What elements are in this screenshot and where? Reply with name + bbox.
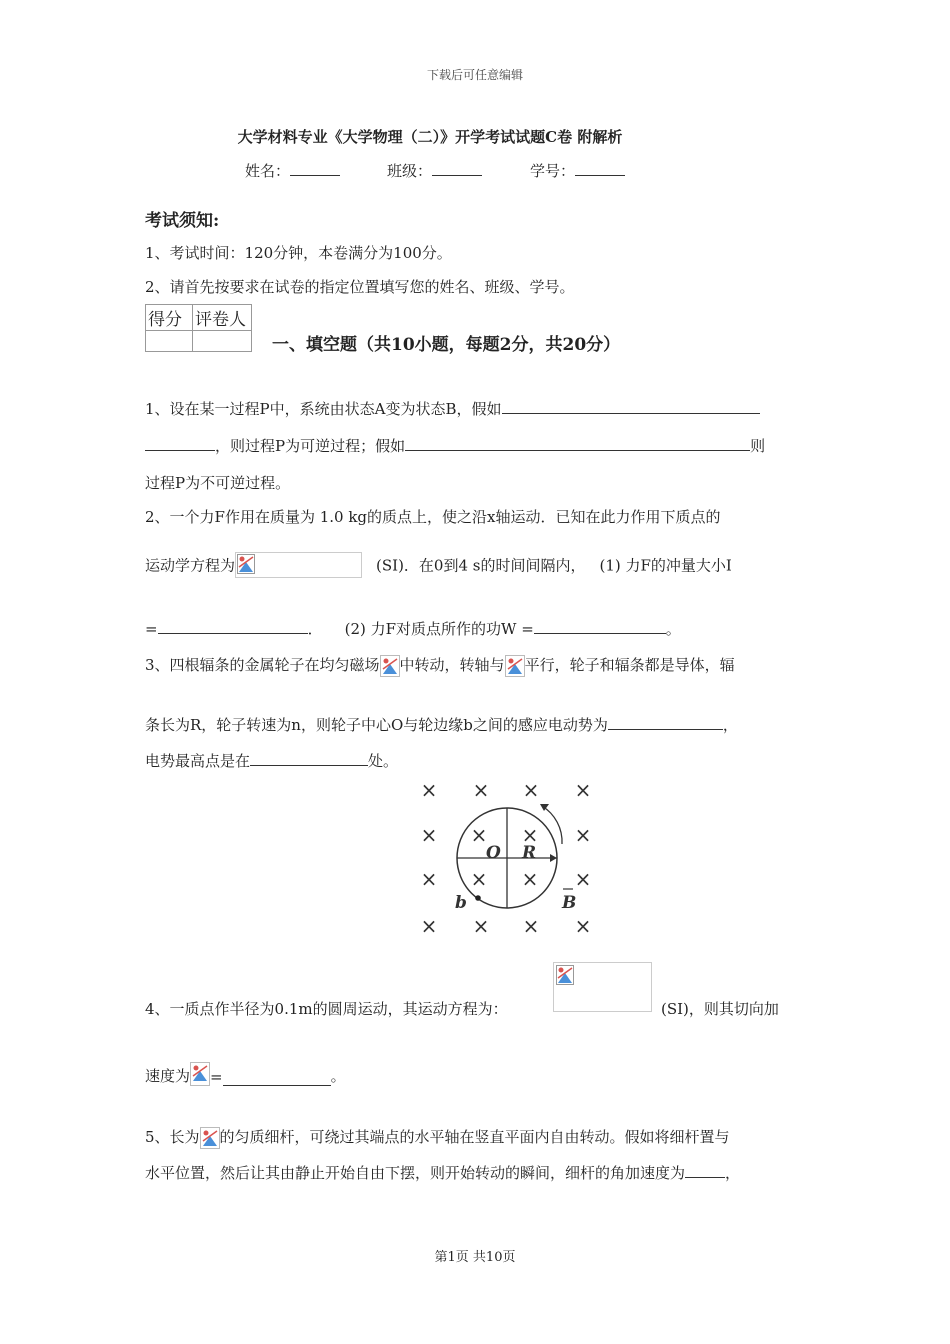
q4-line-2 bbox=[145, 1062, 346, 1086]
broken-image-icon bbox=[380, 655, 400, 677]
q5-blank-angular-acceleration[interactable] bbox=[685, 1163, 725, 1178]
score-cell[interactable] bbox=[146, 331, 193, 352]
label-magnetic-field: B bbox=[562, 893, 577, 913]
q1-text-2-end: 则 bbox=[750, 437, 766, 455]
q2-text-2b: (SI)．在0到4 s的时间间隔内， bbox=[376, 556, 586, 575]
cross-mark: × bbox=[470, 867, 488, 891]
id-label: 学号： bbox=[530, 162, 576, 180]
equation-image bbox=[235, 552, 362, 578]
class-field[interactable] bbox=[387, 160, 482, 181]
q1-line-3: 过程P为不可逆过程。 bbox=[145, 474, 291, 492]
class-blank[interactable] bbox=[432, 161, 482, 176]
q4-blank-acceleration[interactable] bbox=[223, 1071, 331, 1086]
q3-text-2: 条长为R，轮子转速为n，则轮子中心O与轮边缘b之间的感应电动势为 bbox=[145, 716, 608, 734]
q3-line-2 bbox=[145, 714, 738, 735]
page-footer: 第1页 共10页 bbox=[434, 1250, 516, 1265]
q3-text-3b: 处。 bbox=[368, 752, 399, 770]
page-header-note: 下载后可任意编辑 bbox=[426, 68, 523, 82]
q1-blank-2[interactable] bbox=[405, 436, 750, 451]
q5-text-1a: 5、长为 bbox=[145, 1128, 200, 1146]
cross-mark: × bbox=[472, 914, 490, 938]
name-label: 姓名： bbox=[245, 162, 291, 180]
id-field[interactable] bbox=[530, 160, 625, 181]
cross-mark: × bbox=[420, 778, 438, 802]
broken-image-icon bbox=[200, 1127, 220, 1149]
cross-mark: × bbox=[472, 778, 490, 802]
q3-text-2-end: ， bbox=[722, 716, 738, 734]
name-field[interactable] bbox=[245, 160, 340, 181]
id-blank[interactable] bbox=[575, 161, 625, 176]
broken-image-icon bbox=[556, 965, 574, 985]
q1-blank-1[interactable] bbox=[502, 399, 760, 414]
label-r: R bbox=[522, 843, 537, 863]
exam-title: 大学材料专业《大学物理（二）》开学考试试题C卷 附解析 bbox=[237, 128, 623, 146]
cross-mark: × bbox=[522, 914, 540, 938]
q1-blank-1-cont[interactable] bbox=[145, 436, 215, 451]
broken-image-icon bbox=[237, 554, 255, 574]
radius-arrowhead bbox=[550, 854, 557, 862]
q3-line-1 bbox=[145, 654, 735, 677]
q3-text-1a: 3、四根辐条的金属轮子在均匀磁场 bbox=[145, 656, 380, 674]
q1-text-1: 1、设在某一过程P中，系统由状态A变为状态B，假如 bbox=[145, 400, 502, 418]
q4-line-1b: (SI)，则其切向加 bbox=[661, 1000, 779, 1018]
q1-line-2 bbox=[145, 435, 765, 456]
q4-text-2c: 。 bbox=[330, 1067, 346, 1085]
notice-item-1: 1、考试时间：120分钟，本卷满分为100分。 bbox=[145, 244, 452, 262]
q5-text-2: 水平位置，然后让其由静止开始自由下摆，则开始转动的瞬间，细杆的角加速度为 bbox=[145, 1164, 686, 1182]
q3-line-3 bbox=[145, 750, 398, 771]
grader-cell[interactable] bbox=[193, 331, 252, 352]
section-title: 一、填空题（共10小题，每题2分，共20分） bbox=[272, 335, 621, 355]
cross-mark: × bbox=[574, 823, 592, 847]
cross-mark: × bbox=[574, 867, 592, 891]
cross-mark: × bbox=[420, 867, 438, 891]
notice-item-2: 2、请首先按要求在试卷的指定位置填写您的姓名、班级、学号。 bbox=[145, 278, 575, 296]
q3-blank-location[interactable] bbox=[250, 751, 368, 766]
q3-text-1b: 中转动，转轴与 bbox=[399, 656, 505, 674]
q2-blank-impulse[interactable] bbox=[158, 619, 308, 634]
q2-text-3c: (2) 力F对质点所作的功W = bbox=[344, 620, 534, 638]
notice-title: 考试须知: bbox=[145, 211, 220, 231]
wheel-magnetic-field-figure bbox=[410, 776, 610, 941]
cross-mark: × bbox=[574, 778, 592, 802]
equation-image bbox=[553, 962, 652, 1012]
cross-mark: × bbox=[420, 823, 438, 847]
q2-text-3b: ． bbox=[307, 620, 323, 638]
q5-line-2 bbox=[145, 1162, 740, 1183]
score-table bbox=[145, 304, 252, 352]
q5-line-1 bbox=[145, 1126, 730, 1149]
q3-text-3a: 电势最高点是在 bbox=[145, 752, 251, 770]
q3-blank-emf[interactable] bbox=[608, 715, 723, 730]
score-header: 得分 bbox=[146, 305, 193, 331]
grader-header: 评卷人 bbox=[193, 305, 252, 331]
cross-mark: × bbox=[521, 867, 539, 891]
name-blank[interactable] bbox=[290, 161, 340, 176]
q1-text-2: ，则过程P为可逆过程；假如 bbox=[215, 437, 406, 455]
q2-text-3d: 。 bbox=[665, 620, 681, 638]
broken-image-icon bbox=[190, 1062, 210, 1086]
class-label: 班级： bbox=[387, 162, 433, 180]
q2-line-2 bbox=[145, 552, 732, 578]
q2-text-2a: 运动学方程为 bbox=[145, 556, 236, 575]
q5-text-1b: 的匀质细杆，可绕过其端点的水平轴在竖直平面内自由转动。假如将细杆置与 bbox=[219, 1128, 730, 1146]
cross-mark: × bbox=[521, 823, 539, 847]
q2-line-1: 2、一个力F作用在质量为 1.0 kg的质点上，使之沿x轴运动．已知在此力作用下质点的 bbox=[145, 508, 721, 526]
cross-mark: × bbox=[470, 823, 488, 847]
label-o: O bbox=[486, 843, 501, 863]
q2-text-3a: = bbox=[145, 620, 158, 638]
q2-blank-work[interactable] bbox=[534, 619, 666, 634]
cross-mark: × bbox=[420, 914, 438, 938]
cross-mark: × bbox=[574, 914, 592, 938]
label-b: b bbox=[455, 893, 467, 913]
q4-text-2b: = bbox=[210, 1068, 223, 1086]
q2-text-2c: (1) 力F的冲量大小I bbox=[599, 556, 732, 575]
broken-image-icon bbox=[505, 655, 525, 677]
q4-line-1a: 4、一质点作半径为0.1m的圆周运动，其运动方程为： bbox=[145, 1000, 508, 1018]
q5-text-2-end: ， bbox=[725, 1164, 741, 1182]
q1-line-1 bbox=[145, 398, 760, 419]
q2-line-3 bbox=[145, 618, 681, 639]
q4-text-2a: 速度为 bbox=[145, 1067, 191, 1085]
point-b bbox=[475, 895, 481, 901]
cross-mark: × bbox=[522, 778, 540, 802]
q3-text-1c: 平行，轮子和辐条都是导体，辐 bbox=[524, 656, 735, 674]
